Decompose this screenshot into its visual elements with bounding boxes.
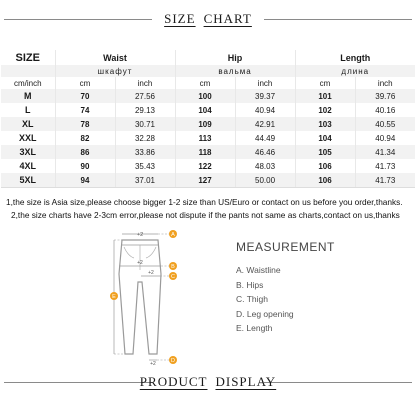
- tolerance-label-d: +2: [150, 361, 156, 366]
- value-cell-waist-in: 32.28: [115, 131, 175, 145]
- banner-word-1: SIZE: [164, 11, 196, 26]
- value-cell-waist-cm: 94: [55, 173, 115, 188]
- marker-e: E: [112, 294, 116, 300]
- measurement-item-waistline: A. Waistline: [236, 265, 281, 275]
- value-cell-hip-cm: 122: [175, 159, 235, 173]
- table-row: [1, 145, 415, 159]
- value-cell-hip-cm: 104: [175, 103, 235, 117]
- value-cell-hip-cm: 127: [175, 173, 235, 188]
- table-row: [1, 103, 415, 117]
- size-cell: M: [1, 89, 55, 103]
- column-group-waist-ru: шкафут: [55, 65, 175, 77]
- banner-word-2: DISPLAY: [215, 374, 277, 389]
- size-cell: L: [1, 103, 55, 117]
- banner-title: [0, 11, 416, 27]
- pocket-left: [124, 247, 134, 258]
- unit-cm: cm: [295, 77, 355, 89]
- value-cell-len-cm: 102: [295, 103, 355, 117]
- value-cell-len-in: 40.55: [355, 117, 415, 131]
- measurement-item-length: E. Length: [236, 323, 273, 333]
- value-cell-waist-in: 37.01: [115, 173, 175, 188]
- measurement-item-hips: B. Hips: [236, 279, 264, 290]
- value-cell-hip-in: 44.49: [235, 131, 295, 145]
- unit-inch: inch: [115, 77, 175, 89]
- column-group-hip: Hip: [175, 50, 295, 65]
- value-cell-hip-in: 48.03: [235, 159, 295, 173]
- unit-cm: cm: [55, 77, 115, 89]
- value-cell-waist-in: 29.13: [115, 103, 175, 117]
- banner-word-2: CHART: [203, 11, 252, 26]
- value-cell-len-in: 41.34: [355, 145, 415, 159]
- value-cell-hip-in: 40.94: [235, 103, 295, 117]
- marker-a: A: [171, 232, 175, 238]
- value-cell-waist-cm: 82: [55, 131, 115, 145]
- value-cell-hip-in: 46.46: [235, 145, 295, 159]
- value-cell-len-in: 40.94: [355, 131, 415, 145]
- pocket-right: [146, 247, 156, 258]
- value-cell-waist-in: 33.86: [115, 145, 175, 159]
- measurement-item-thigh: C. Thigh: [236, 294, 268, 304]
- measurement-title: MEASUREMENT: [236, 240, 335, 254]
- unit-inch: inch: [355, 77, 415, 89]
- value-cell-hip-in: 39.37: [235, 89, 295, 103]
- marker-c: C: [171, 274, 175, 280]
- size-cell: 3XL: [1, 145, 55, 159]
- column-group-length: Length: [295, 50, 415, 65]
- value-cell-waist-cm: 78: [55, 117, 115, 131]
- size-cell: 5XL: [1, 173, 55, 188]
- value-cell-len-cm: 106: [295, 159, 355, 173]
- column-group-length-ru: длина: [295, 65, 415, 77]
- banner-title: [0, 374, 416, 390]
- value-cell-waist-in: 27.56: [115, 89, 175, 103]
- value-cell-len-in: 39.76: [355, 89, 415, 103]
- value-cell-waist-cm: 86: [55, 145, 115, 159]
- table-subheader-row: [1, 65, 415, 77]
- value-cell-hip-cm: 100: [175, 89, 235, 103]
- value-cell-len-in: 41.73: [355, 173, 415, 188]
- size-chart-banner: [0, 8, 416, 30]
- value-cell-waist-in: 30.71: [115, 117, 175, 131]
- value-cell-waist-cm: 70: [55, 89, 115, 103]
- pants-diagram: [100, 226, 220, 366]
- table-row: [1, 173, 415, 188]
- value-cell-waist-in: 35.43: [115, 159, 175, 173]
- note-line-2: 2,the size charts have 2-3cm error,please not dispute if the pants not same as charts,contact on us,thanks: [11, 210, 400, 220]
- tolerance-label-a: +2: [136, 232, 144, 238]
- value-cell-hip-cm: 118: [175, 145, 235, 159]
- table-row: [1, 89, 415, 103]
- value-cell-len-cm: 106: [295, 173, 355, 188]
- value-cell-hip-cm: 113: [175, 131, 235, 145]
- value-cell-waist-cm: 90: [55, 159, 115, 173]
- value-cell-len-in: 41.73: [355, 159, 415, 173]
- size-table: [1, 50, 415, 188]
- column-group-hip-ru: вальма: [175, 65, 295, 77]
- value-cell-hip-cm: 109: [175, 117, 235, 131]
- table-header-row: [1, 50, 415, 65]
- value-cell-len-cm: 103: [295, 117, 355, 131]
- measurement-list: [236, 263, 294, 336]
- unit-cm: cm: [175, 77, 235, 89]
- banner-word-1: PRODUCT: [139, 374, 208, 389]
- unit-label: cm/inch: [1, 77, 55, 89]
- value-cell-len-cm: 104: [295, 131, 355, 145]
- column-group-waist: Waist: [55, 50, 175, 65]
- note-line-1: 1,the size is Asia size,please choose bigger 1-2 size than US/Euro or contact on us before you order,thanks.: [6, 197, 403, 207]
- table-row: [1, 159, 415, 173]
- value-cell-len-cm: 105: [295, 145, 355, 159]
- marker-b: B: [171, 264, 175, 270]
- product-display-banner: [0, 371, 416, 393]
- value-cell-len-in: 40.16: [355, 103, 415, 117]
- table-corner-label: SIZE: [1, 50, 55, 65]
- value-cell-waist-cm: 74: [55, 103, 115, 117]
- table-row: [1, 117, 415, 131]
- value-cell-hip-in: 50.00: [235, 173, 295, 188]
- tolerance-label-b: +2: [137, 260, 143, 266]
- size-cell: XL: [1, 117, 55, 131]
- tolerance-label-c: +2: [148, 270, 154, 276]
- table-unit-row: [1, 77, 415, 89]
- value-cell-len-cm: 101: [295, 89, 355, 103]
- table-row: [1, 131, 415, 145]
- size-cell: 4XL: [1, 159, 55, 173]
- unit-inch: inch: [235, 77, 295, 89]
- value-cell-hip-in: 42.91: [235, 117, 295, 131]
- marker-d: D: [171, 358, 175, 364]
- measurement-item-leg-opening: D. Leg opening: [236, 308, 294, 319]
- size-cell: XXL: [1, 131, 55, 145]
